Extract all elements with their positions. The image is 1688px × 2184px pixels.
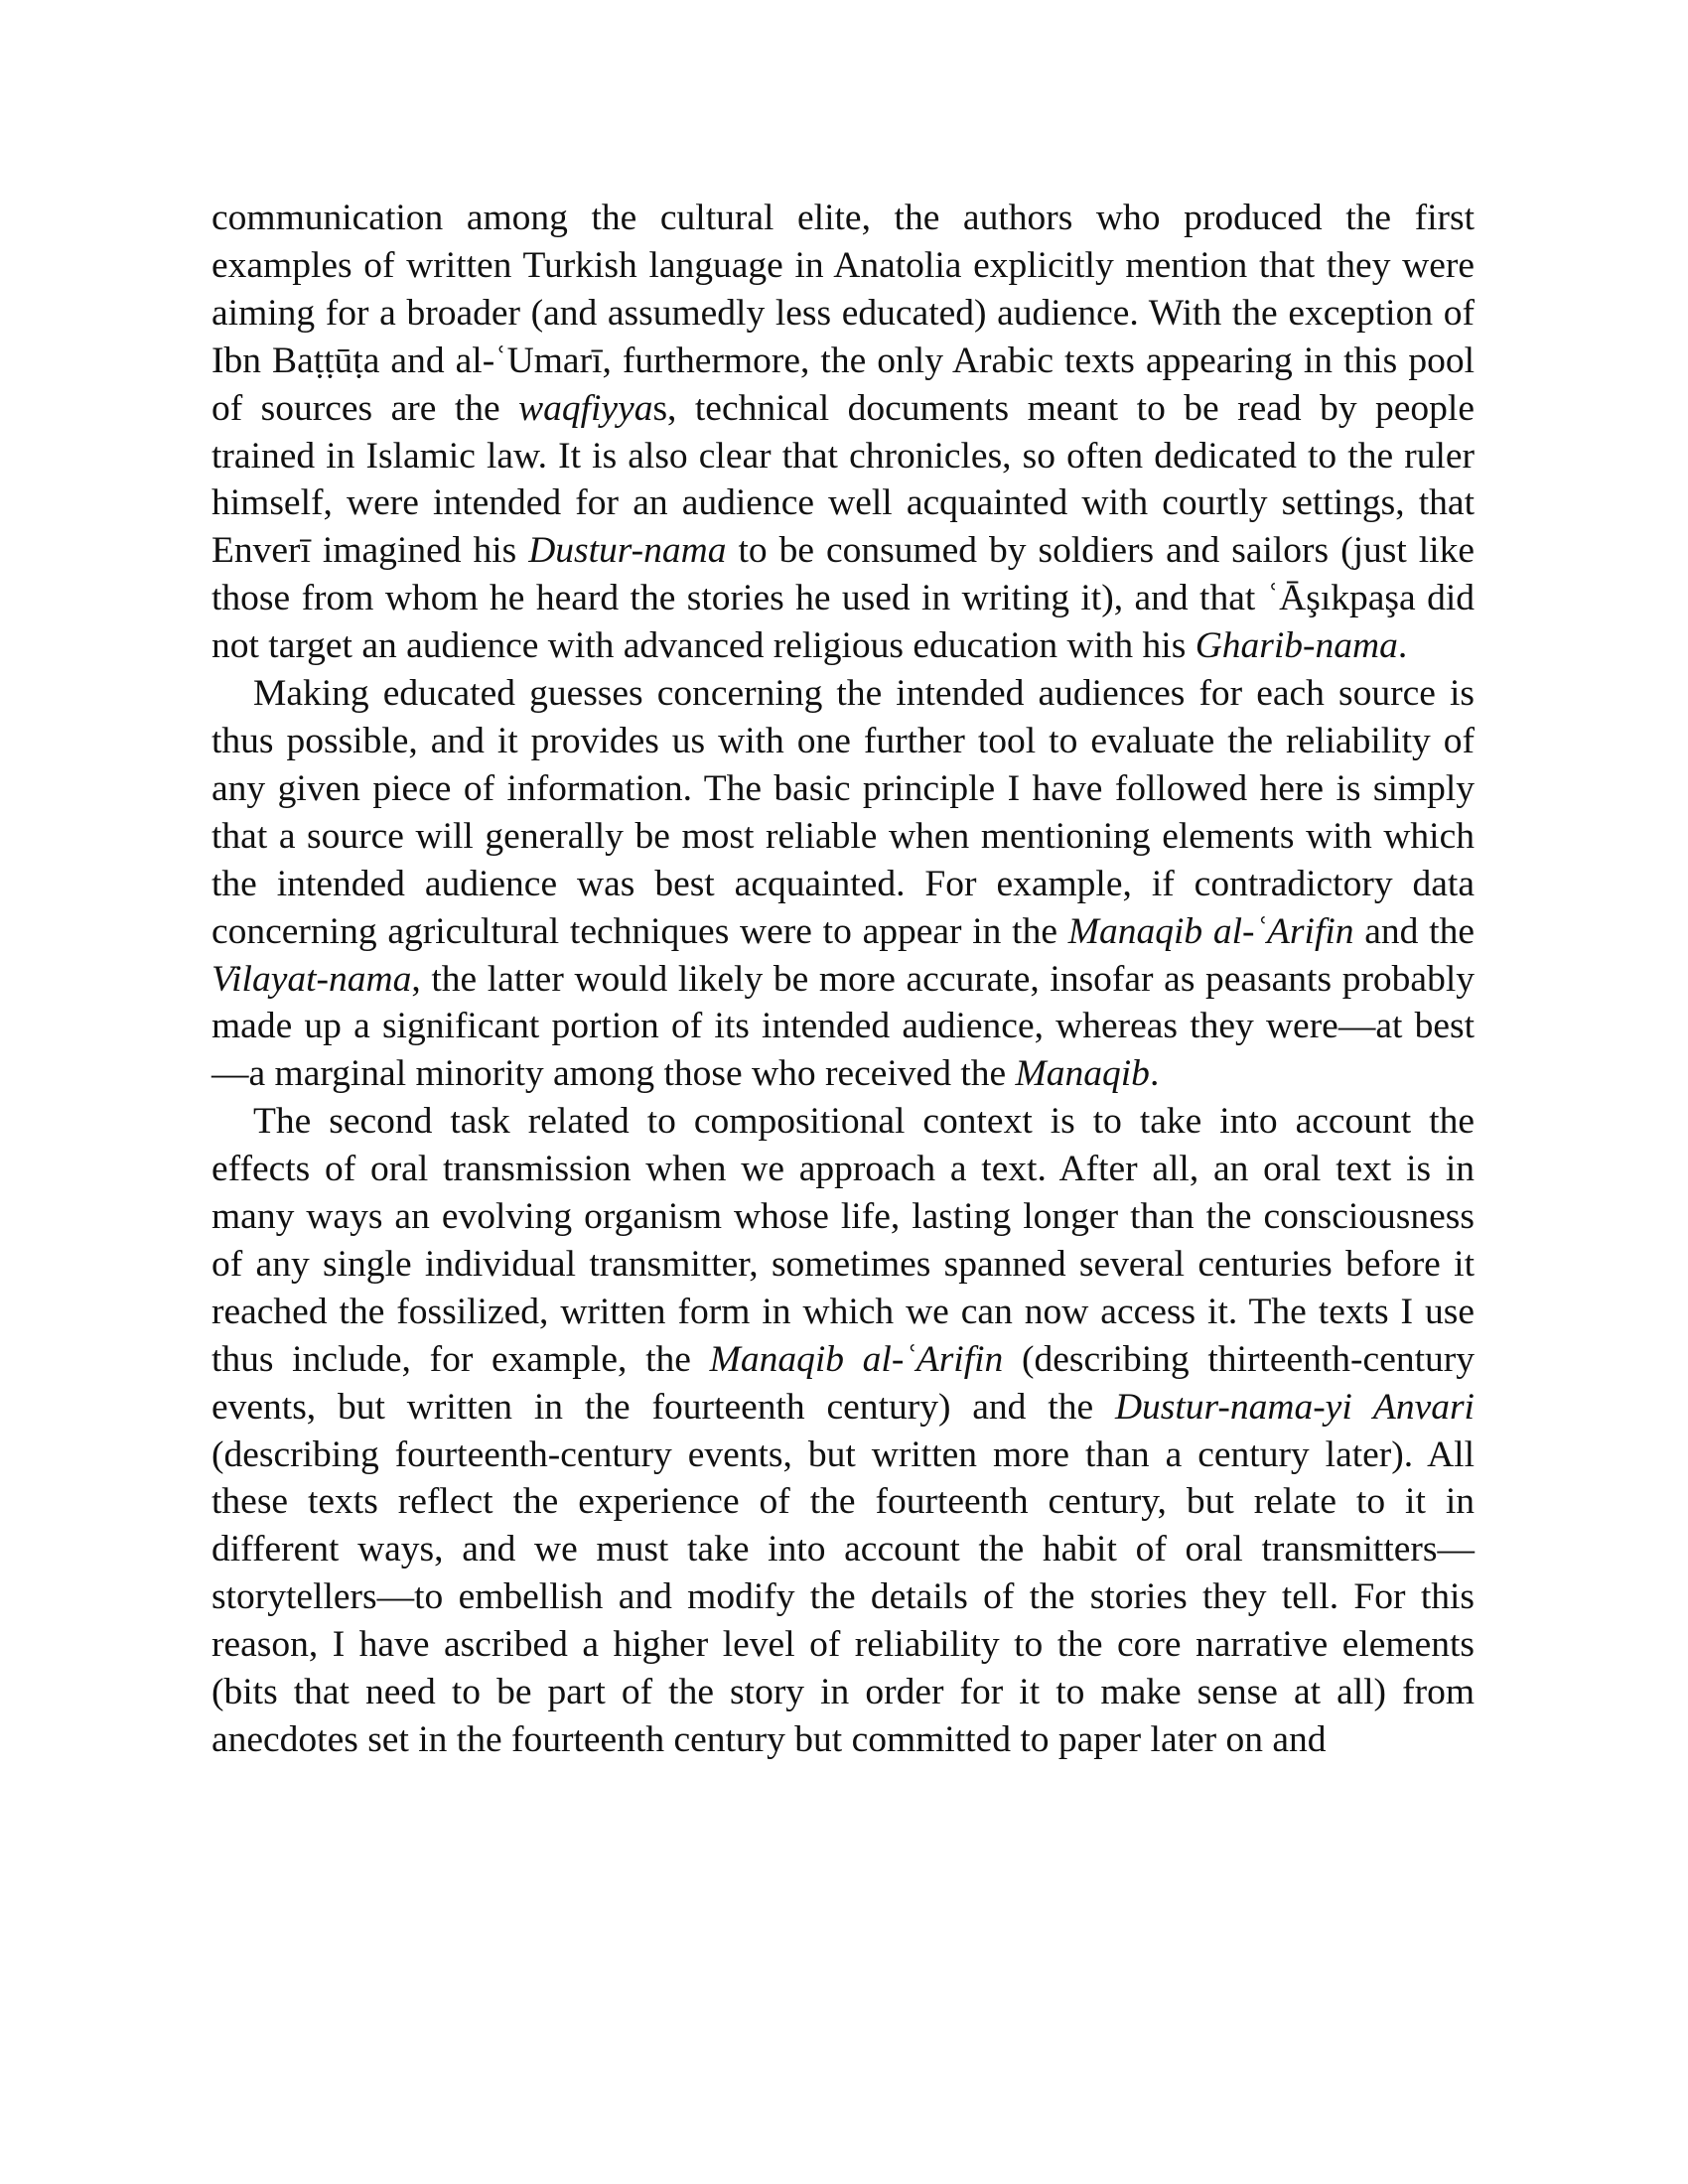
text-run: (describing thirteenth-century events, but written in the fourteenth century) and the (211, 1338, 1475, 1428)
text-run: , the latter would likely be more accurate, insofar as peasants probably made up a significant portion of its intended audience, whereas they were—at best—a marginal minority among those who received the (211, 958, 1475, 1095)
text-run: and the (1353, 910, 1475, 952)
page-body (211, 195, 1475, 1764)
italic-term: Dustur-nama (528, 530, 727, 572)
italic-term: Vilayat-nama (211, 958, 412, 1000)
italic-term: Manaqib (1015, 1053, 1150, 1095)
text-run: Making educated guesses concerning the intended audiences for each source is thus possible, and it provides us with one further tool to evaluate the reliability of any given piece of information. The basic principle I have followed here is simply that a source will generally be most reliable when mentioning elements with which the intended audience was best acquainted. For example, if contradictory data concerning agricultural techniques were to appear in the (211, 673, 1475, 952)
paragraph-2 (211, 670, 1475, 1098)
text-run: communication among the cultural elite, the authors who produced the first examples of written Turkish language in Anatolia explicitly mention that they were aiming for a broader (and assumedly less educated) audience. With the exception of Ibn Baṭṭūṭa and al-ʿUmarī, furthermore, the only Arabic texts appearing in this pool of sources are the (211, 198, 1475, 429)
paragraph-1 (211, 195, 1475, 670)
paragraph-3 (211, 1098, 1475, 1764)
text-run: . (1397, 625, 1408, 667)
text-run: s, technical documents meant to be read by people trained in Islamic law. It is also clear that chronicles, so often dedicated to the ruler himself, were intended for an audience well acquainted with courtly settings, that Enverī imagined his (211, 387, 1475, 572)
italic-term: Gharib-nama (1195, 625, 1398, 667)
text-run: The second task related to compositional context is to take into account the effects of oral transmission when we approach a text. After all, an oral text is in many ways an evolving organism whose life, lasting longer than the consciousness of any single individual transmitter, sometimes spanned several centuries before it reached the fossilized, written form in which we can now access it. The texts I use thus include, for example, the (211, 1101, 1475, 1380)
italic-term: Manaqib al-ʿArifin (709, 1338, 1004, 1380)
text-run: to be consumed by soldiers and sailors (just like those from whom he heard the stories he used in writing it), and that ʿĀşıkpaşa did not target an audience with advanced religious education with his (211, 530, 1475, 667)
italic-term: Manaqib al-ʿArifin (1067, 910, 1354, 952)
text-run: . (1149, 1053, 1160, 1095)
italic-term: waqfiyya (518, 387, 653, 429)
text-run: (describing fourteenth-century events, but written more than a century later). All these texts reflect the experience of the fourteenth century, but relate to it in different ways, and we must take into account the habit of oral transmitters—storytellers—to embellish and modify the details of the stories they tell. For this reason, I have ascribed a higher level of reliability to the core narrative elements (bits that need to be part of the story in order for it to make sense at all) from anecdotes set in the fourteenth century but committed to paper later on and (211, 1433, 1475, 1760)
italic-term: Dustur-nama-yi Anvari (1114, 1386, 1475, 1428)
